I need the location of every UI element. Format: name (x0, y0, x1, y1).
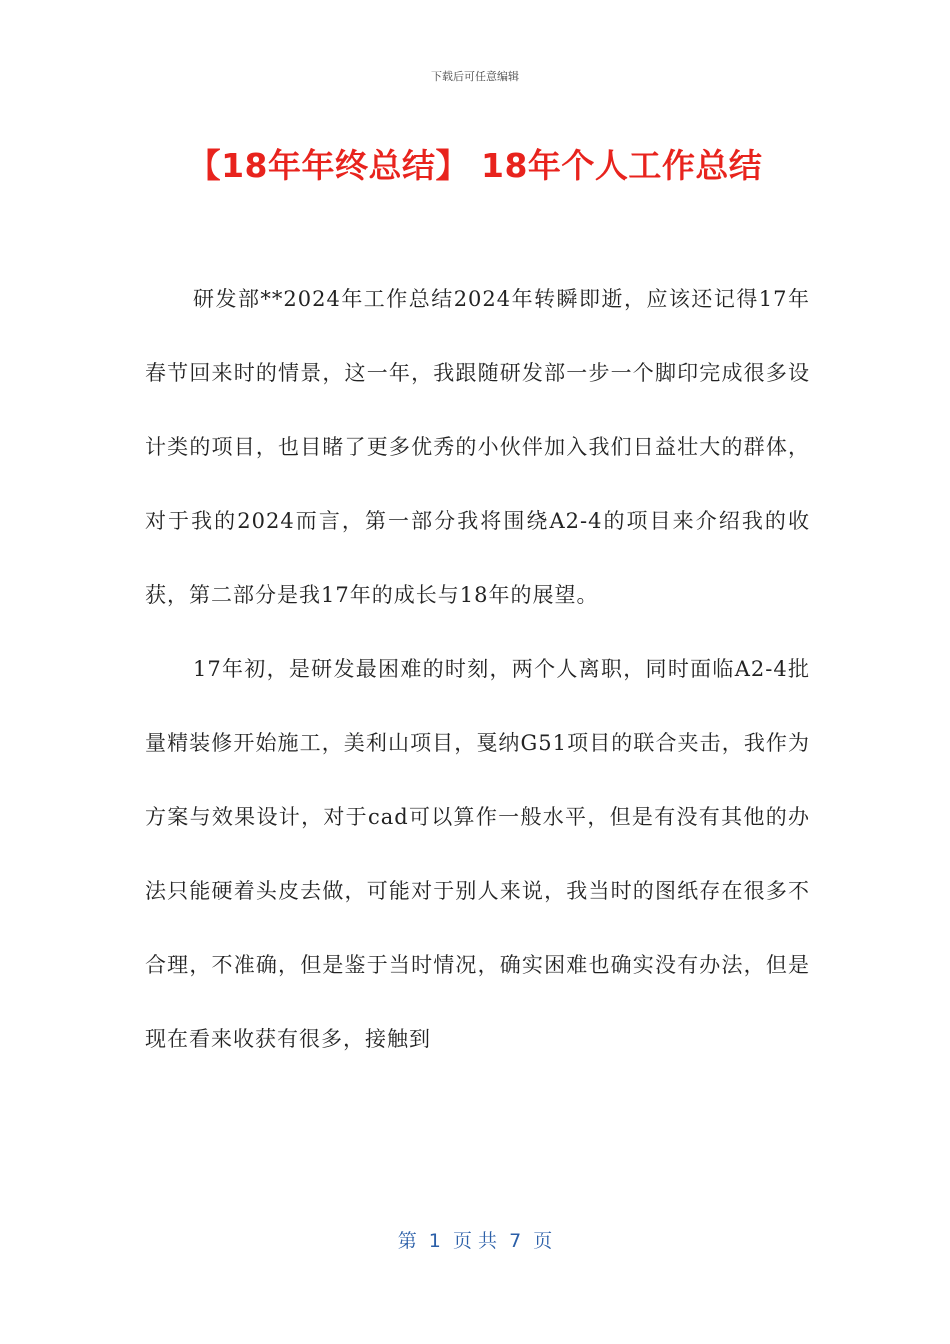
paragraph-2: 17年初，是研发最困难的时刻，两个人离职，同时面临A2-4批量精装修开始施工，美利山项目，戛纳G51项目的联合夹击，我作为方案与效果设计，对于cad可以算作一般水平，但是有没有其他的办法只能硬着头皮去做，可能对于别人来说，我当时的图纸存在很多不合理，不准确，但是鉴于当时情况，确实困难也确实没有办法，但是现在看来收获有很多，接触到 (145, 657, 810, 1051)
document-title: 【18年年终总结】 18年个人工作总结 (187, 146, 763, 185)
paragraph-1: 研发部**2024年工作总结2024年转瞬即逝，应该还记得17年春节回来时的情景，这一年，我跟随研发部一步一个脚印完成很多设计类的项目，也目睹了更多优秀的小伙伴加入我们日益壮大的群体，对于我的2024而言，第一部分我将围绕A2-4的项目来介绍我的收获，第二部分是我17年的成长与18年的展望。 (145, 287, 810, 607)
header-note: 下载后可任意编辑 (431, 70, 519, 83)
document-body (145, 262, 810, 1076)
page-number-footer: 第 1 页 共 7 页 (397, 1230, 553, 1252)
